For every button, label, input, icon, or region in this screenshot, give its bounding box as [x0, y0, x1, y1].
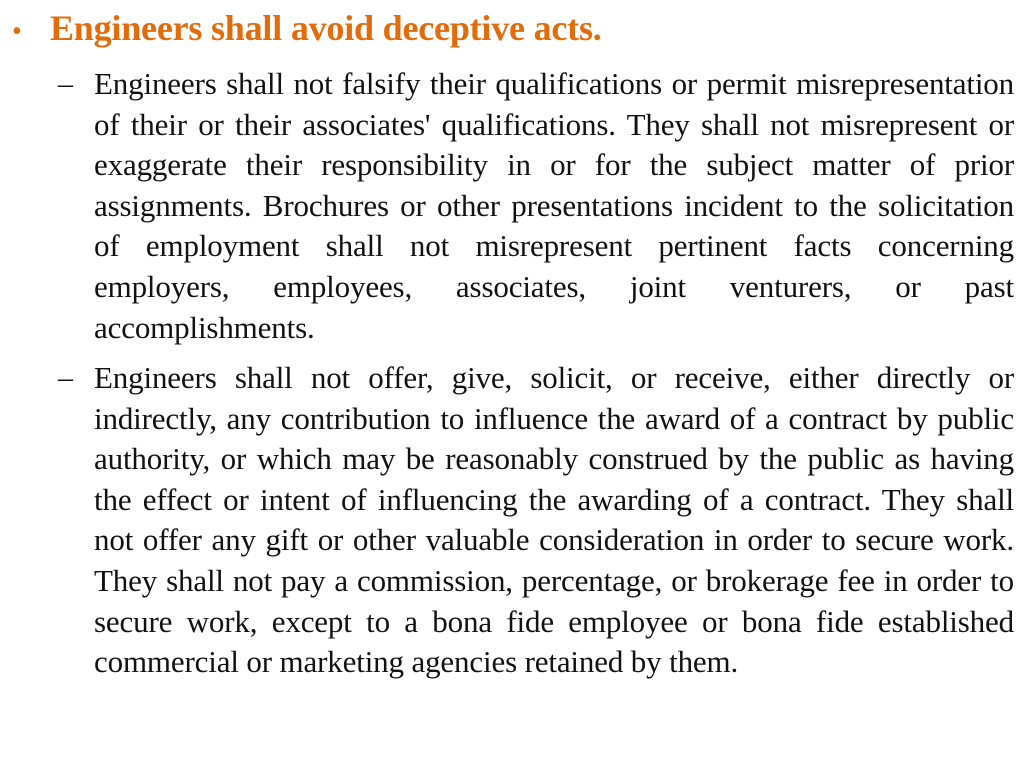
dash-icon: – [58, 361, 73, 394]
dash-icon: – [58, 67, 73, 100]
sub-point-text: Engineers shall not offer, give, solicit, or receive, either directly or indirectly, any contribution to influence the award of a contract by public authority, or which may be reasonably construed by the public as having the effect or intent of influencing the awarding of a contract. They shall not offer any gift or other valuable consideration in order to secure work. They shall not pay a commission, percentage, or brokerage fee in order to secure work, except to a bona fide employee or bona fide established commercial or marketing agencies retained by them. [94, 360, 1014, 680]
sub-point [58, 358, 1014, 683]
slide-heading: Engineers shall avoid deceptive acts. [50, 8, 602, 48]
bullet-icon: • [12, 16, 22, 47]
sub-point [58, 64, 1014, 348]
heading-row [12, 8, 1012, 52]
sub-point-text: Engineers shall not falsify their qualifications or permit misrepresentation of their or their associates' qualifications. They shall not misrepresent or exaggerate their responsibility in or for the subject matter of prior assignments. Brochures or other presentations incident to the solicitation of employment shall not misrepresent pertinent facts concerning employers, employees, associates, joint venturers, or past accomplishments. [94, 66, 1014, 345]
